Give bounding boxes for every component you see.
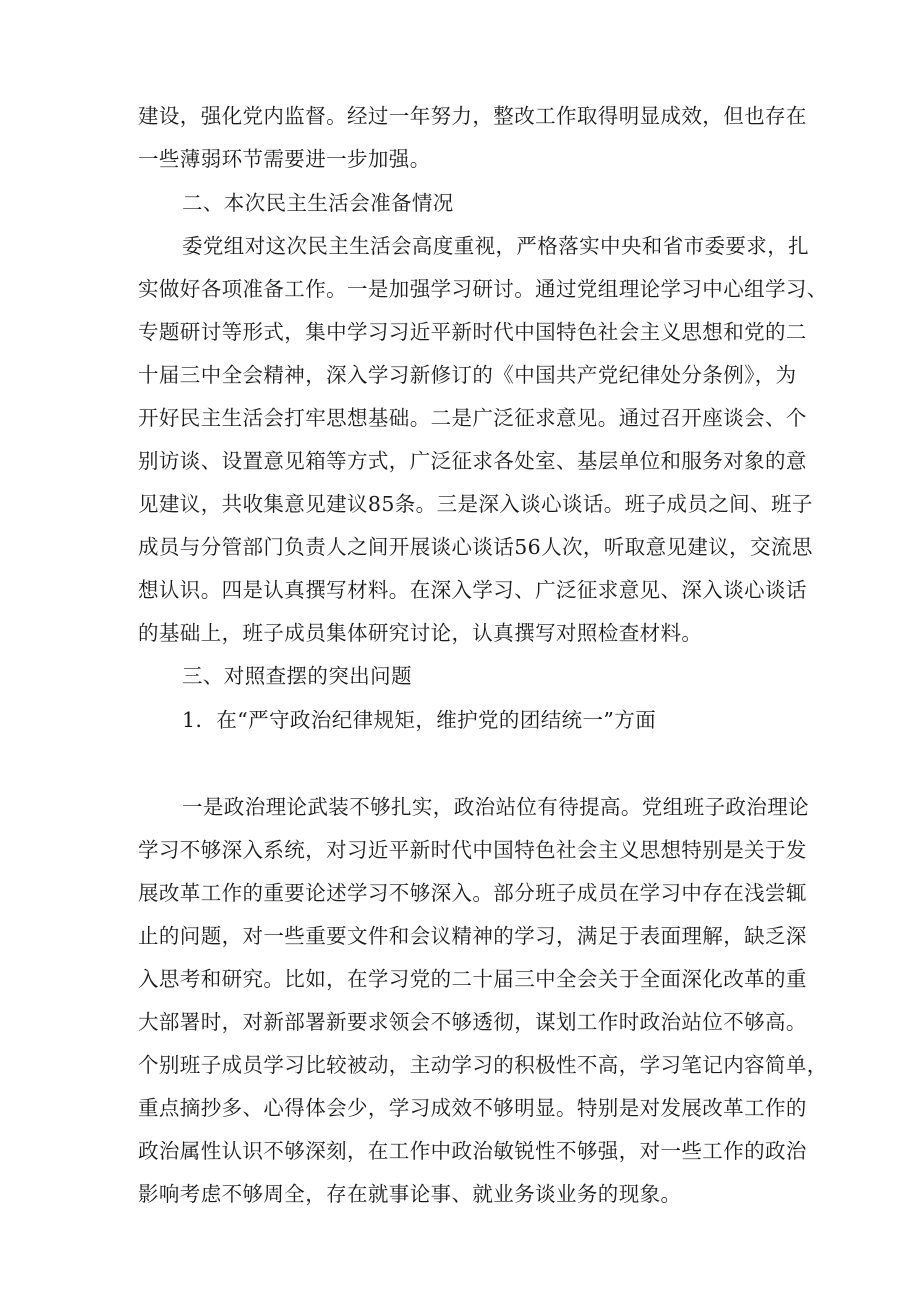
text-line: 见建议，共收集意见建议85条。三是深入谈心谈话。班子成员之间、班子 — [138, 492, 813, 516]
text-line: 专题研讨等形式，集中学习习近平新时代中国特色社会主义思想和党的二 — [138, 320, 807, 344]
text-line: 开好民主生活会打牢思想基础。二是广泛征求意见。通过召开座谈会、个 — [138, 406, 807, 430]
text-line: 入思考和研究。比如，在学习党的二十届三中全会关于全面深化改革的重 — [138, 967, 807, 991]
text-line: 想认识。四是认真撰写材料。在深入学习、广泛征求意见、深入谈心谈话 — [138, 578, 807, 602]
section-heading-3: 三、对照查摆的突出问题 — [182, 664, 412, 688]
text-line: 别访谈、设置意见箱等方式，广泛征求各处室、基层单位和服务对象的意 — [138, 449, 807, 473]
text-line: 影响考虑不够周全，存在就事论事、就业务谈业务的现象。 — [138, 1182, 682, 1206]
text-line: 展改革工作的重要论述学习不够深入。部分班子成员在学习中存在浅尝辄 — [138, 881, 807, 905]
text-line: 止的问题，对一些重要文件和会议精神的学习，满足于表面理解，缺乏深 — [138, 924, 807, 948]
text-line: 委党组对这次民主生活会高度重视，严格落实中央和省市委要求，扎 — [182, 234, 809, 258]
section-heading-2: 二、本次民主生活会准备情况 — [182, 191, 454, 215]
subsection-heading-1: 1．在“严守政治纪律规矩，维护党的团结统一”方面 — [182, 708, 657, 732]
text-line: 政治属性认识不够深刻，在工作中政治敏锐性不够强，对一些工作的政治 — [138, 1139, 807, 1163]
text-line: 重点摘抄多、心得体会少，学习成效不够明显。特别是对发展改革工作的 — [138, 1096, 807, 1120]
text-line: 一是政治理论武装不够扎实，政治站位有待提高。党组班子政治理论 — [182, 795, 809, 819]
text-line: 学习不够深入系统，对习近平新时代中国特色社会主义思想特别是关于发 — [138, 838, 807, 862]
text-line: 十届三中全会精神，深入学习新修订的《中国共产党纪律处分条例》，为 — [138, 363, 797, 387]
text-line: 成员与分管部门负责人之间开展谈心谈话56人次，听取意见建议，交流思 — [138, 535, 813, 559]
text-line: 大部署时，对新部署新要求领会不够透彻，谋划工作时政治站位不够高。 — [138, 1010, 807, 1034]
text-line: 个别班子成员学习比较被动，主动学习的积极性不高，学习笔记内容简单， — [138, 1053, 828, 1077]
text-line: 实做好各项准备工作。一是加强学习研讨。通过党组理论学习中心组学习、 — [138, 277, 828, 301]
text-line: 一些薄弱环节需要进一步加强。 — [138, 147, 431, 171]
text-line: 的基础上，班子成员集体研究讨论，认真撰写对照检查材料。 — [138, 621, 703, 645]
text-line: 建设，强化党内监督。经过一年努力，整改工作取得明显成效，但也存在 — [138, 104, 807, 128]
